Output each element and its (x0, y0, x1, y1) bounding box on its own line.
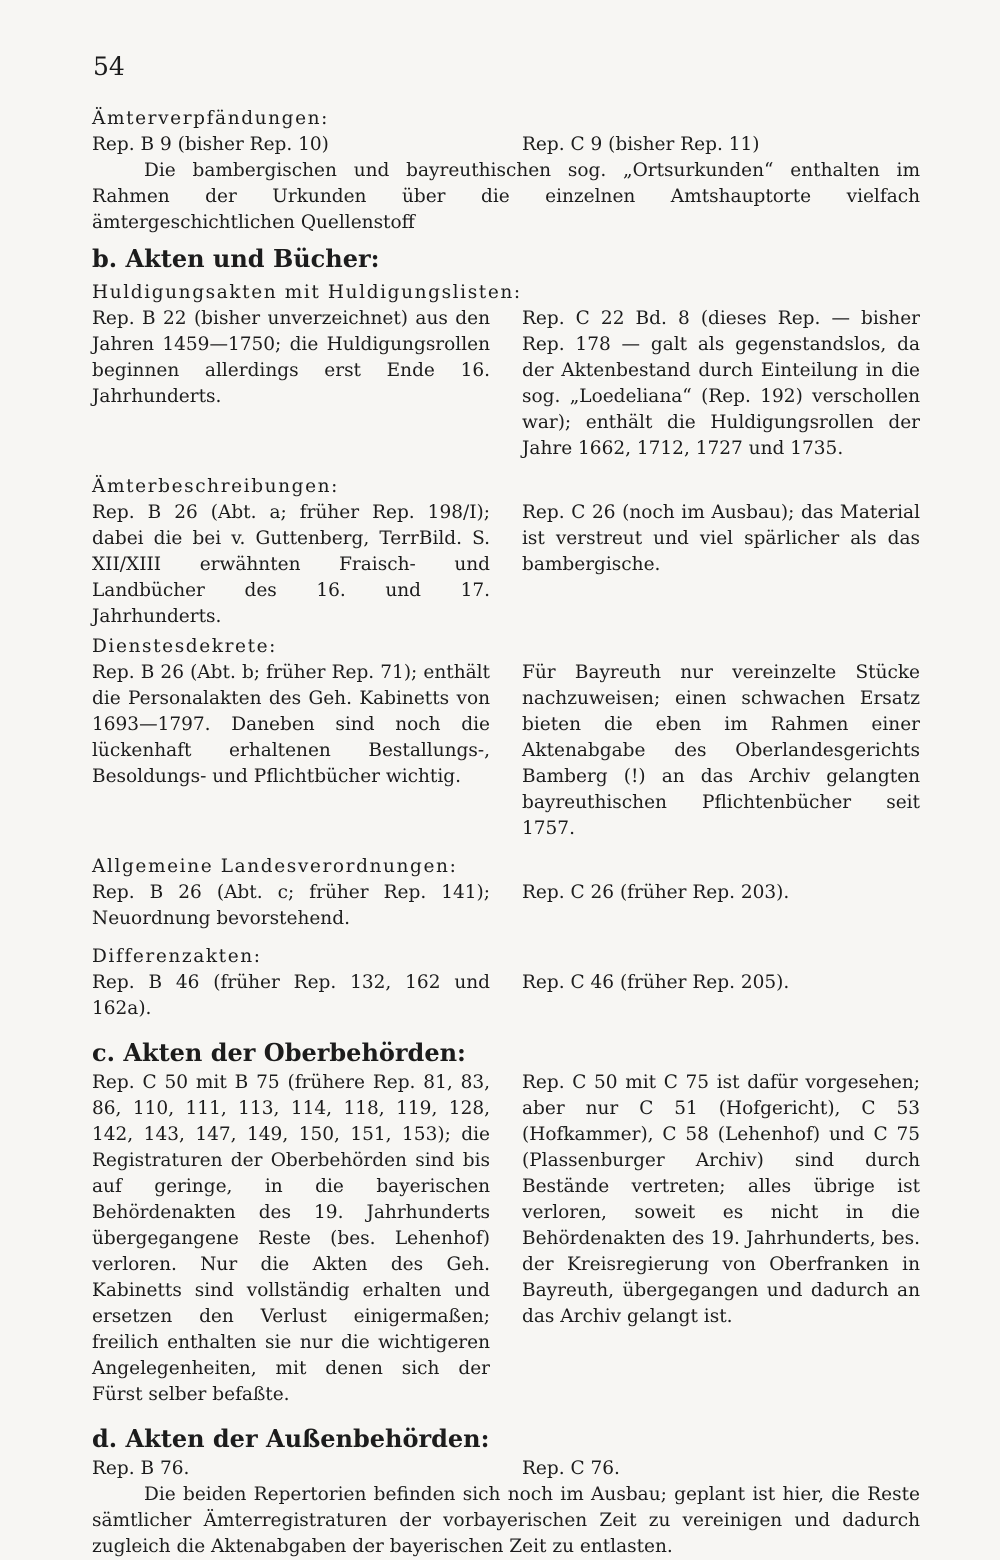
left-column-text: Rep. B 26 (Abt. c; früher Rep. 141); Neuordnung bevorstehend. (92, 882, 490, 929)
section-heading-d: d. Akten der Außenbehörden: (92, 1424, 490, 1453)
subheading-huldigungsakten: Huldigungsakten mit Huldigungslisten: (92, 282, 522, 303)
two-column-row (92, 660, 920, 842)
left-column-text: Rep. B 26 (Abt. a; früher Rep. 198/I); dabei die bei v. Guttenberg, TerrBild. S. XII/XIII erwähnten Fraisch- und Landbücher des 16. und 17. Jahrhunderts. (92, 502, 490, 627)
left-column-text: Rep. B 46 (früher Rep. 132, 162 und 162a). (92, 972, 490, 1019)
page-number: 54 (93, 52, 125, 81)
two-column-row (92, 880, 920, 932)
two-column-row (92, 306, 920, 462)
right-column-text: Rep. C 22 Bd. 8 (dieses Rep. — bisher Rep. 178 — galt als gegenstandslos, da der Aktenbestand durch Einteilung in die sog. „Loedeliana“ (Rep. 192) verschollen war); enthält die Huldigungsrollen der Jahre 1662, 1712, 1727 und 1735. (522, 308, 920, 459)
left-column-text: Rep. B 9 (bisher Rep. 10) (92, 134, 329, 155)
left-column-text: Rep. B 76. (92, 1458, 190, 1479)
paragraph-repertorien: Die beiden Repertorien befinden sich noch im Ausbau; geplant ist hier, die Reste sämtlicher Ämterregistraturen der vorbayerischen Zeit zu vereinigen und dadurch zugleich die Aktenabgaben der bayerischen Zeit zu entlasten. (92, 1484, 920, 1557)
section-heading-b: b. Akten und Bücher: (92, 244, 380, 273)
subheading-landesverordnungen: Allgemeine Landesverordnungen: (92, 856, 458, 877)
section-heading-c: c. Akten der Oberbehörden: (92, 1038, 466, 1067)
paragraph-ortsurkunden: Die bambergischen und bayreuthischen sog. „Ortsurkunden“ enthalten im Rahmen der Urkunden über die einzelnen Amtshauptorte vielfach ämtergeschichtlichen Quellenstoff (92, 160, 920, 233)
left-column-text: Rep. C 50 mit B 75 (frühere Rep. 81, 83, 86, 110, 111, 113, 114, 118, 119, 128, 142, 143, 147, 149, 150, 151, 153); die Registraturen der Oberbehörden sind bis auf geringe, in die bayerischen Behördenakten des 19. Jahrhunderts übergegangene Reste (bes. Lehenhof) verloren. Nur die Akten des Geh. Kabinetts sind vollständig erhalten und ersetzen den Verlust einigermaßen; freilich enthalten sie nur die wichtigeren Angelegenheiten, mit denen sich der Fürst selber befaßte. (92, 1072, 490, 1405)
right-column-text: Rep. C 26 (noch im Ausbau); das Material ist verstreut und viel spärlicher als das bambergische. (522, 502, 920, 575)
right-column-text: Rep. C 26 (früher Rep. 203). (522, 882, 790, 903)
subheading-aemterverpfaendungen: Ämterverpfändungen: (92, 108, 330, 129)
two-column-row (92, 1456, 920, 1482)
page-body (92, 102, 920, 1560)
right-column-text: Für Bayreuth nur vereinzelte Stücke nachzuweisen; einen schwachen Ersatz bieten die eben im Rahmen einer Aktenabgabe des Oberlandesgerichts Bamberg (!) an das Archiv gelangten bayreuthischen Pflichtenbücher seit 1757. (522, 662, 920, 839)
right-column-text: Rep. C 76. (522, 1458, 620, 1479)
two-column-row (92, 500, 920, 630)
left-column-text: Rep. B 22 (bisher unverzeichnet) aus den Jahren 1459—1750; die Huldigungsrollen beginnen allerdings erst Ende 16. Jahrhunderts. (92, 308, 490, 407)
right-column-text: Rep. C 50 mit C 75 ist dafür vorgesehen; aber nur C 51 (Hofgericht), C 53 (Hofkammer), C 58 (Lehenhof) und C 75 (Plassenburger Archiv) sind durch Bestände vertreten; alles übrige ist verloren, soweit es nicht in die Behördenakten des 19. Jahrhunderts, bes. der Kreisregierung von Oberfranken in Bayreuth, übergegangen und dadurch an das Archiv gelangt ist. (522, 1072, 920, 1327)
subheading-dienstesdekrete: Dienstesdekrete: (92, 636, 277, 657)
two-column-row (92, 970, 920, 1022)
subheading-differenzakten: Differenzakten: (92, 946, 262, 967)
subheading-aemterbeschreibungen: Ämterbeschreibungen: (92, 476, 340, 497)
two-column-row (92, 132, 920, 158)
left-column-text: Rep. B 26 (Abt. b; früher Rep. 71); enthält die Personalakten des Geh. Kabinetts von 1693—1797. Daneben sind noch die lückenhaft erhaltenen Bestallungs-, Besoldungs- und Pflichtbücher wichtig. (92, 662, 490, 787)
two-column-row (92, 1070, 920, 1408)
right-column-text: Rep. C 46 (früher Rep. 205). (522, 972, 790, 993)
right-column-text: Rep. C 9 (bisher Rep. 11) (522, 134, 760, 155)
